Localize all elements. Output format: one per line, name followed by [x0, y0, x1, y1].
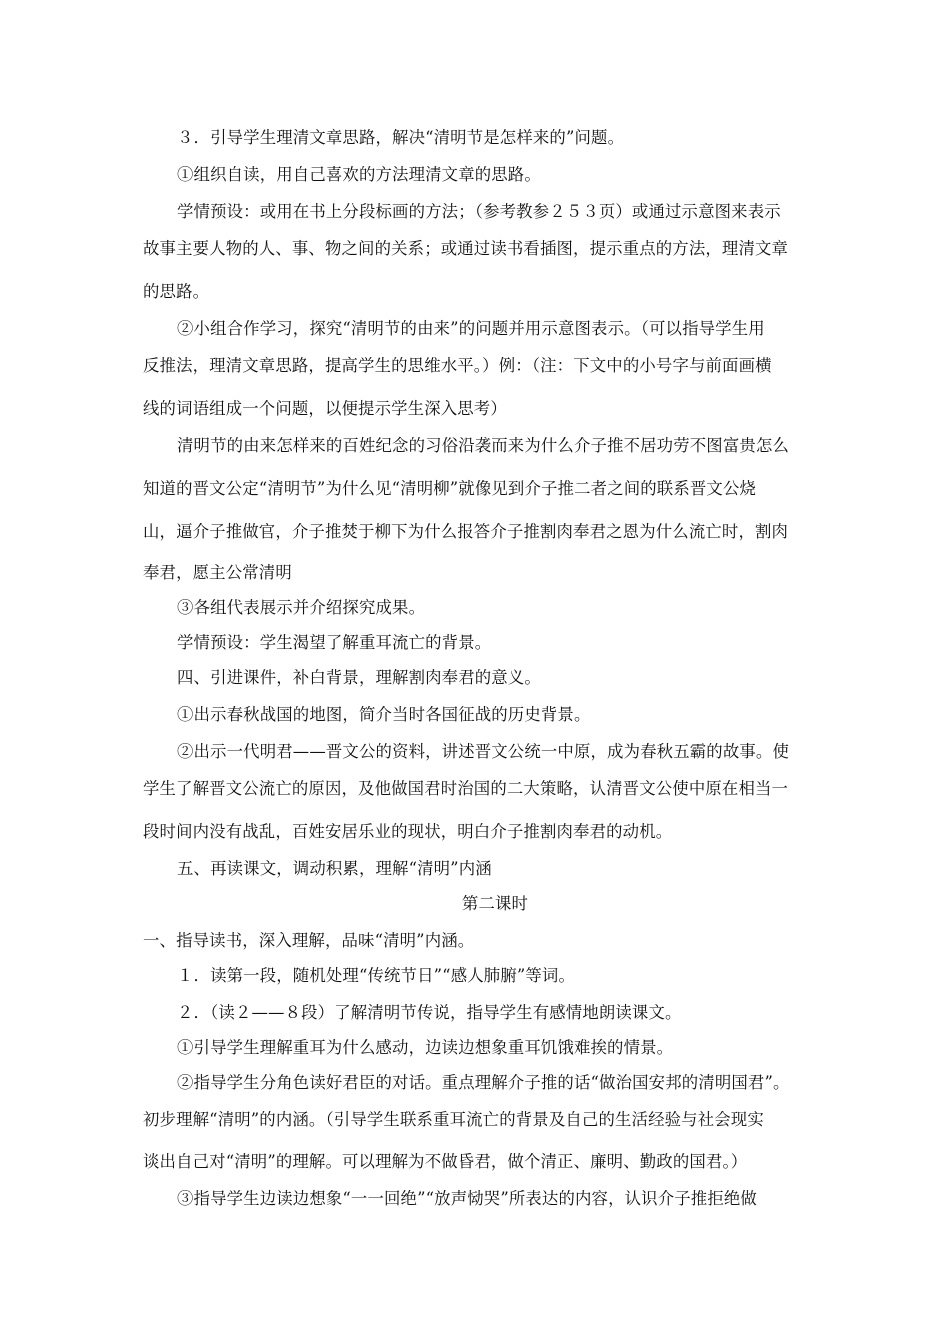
paragraph-line: ②出示一代明君——晋文公的资料，讲述晋文公统一中原，成为春秋五霸的故事。使 [177, 742, 790, 761]
paragraph-line: 线的词语组成一个问题，以便提示学生深入思考） [143, 399, 507, 418]
paragraph-line: ②指导学生分角色读好君臣的对话。重点理解介子推的话“做治国安邦的清明国君”。 [177, 1073, 790, 1092]
paragraph-line: 清明节的由来怎样来的百姓纪念的习俗沿袭而来为什么介子推不居功劳不图富贵怎么 [177, 436, 790, 455]
paragraph-line: ３．引导学生理清文章思路，解决“清明节是怎样来的”问题。 [177, 128, 625, 147]
paragraph-line: 知道的晋文公定“清明节”为什么见“清明柳”就像见到介子推二者之间的联系晋文公烧 [143, 479, 757, 498]
paragraph-line: ③各组代表展示并介绍探究成果。 [177, 598, 426, 617]
paragraph-line: 谈出自己对“清明”的理解。可以理解为不做昏君，做个清正、廉明、勤政的国君。） [143, 1152, 748, 1171]
paragraph-line: 学情预设：学生渴望了解重耳流亡的背景。 [177, 633, 492, 652]
paragraph-line: ②小组合作学习，探究“清明节的由来”的问题并用示意图表示。（可以指导学生用 [177, 319, 765, 338]
paragraph-line: １．读第一段，随机处理“传统节日”“感人肺腑”等词。 [177, 966, 576, 985]
paragraph-line: 段时间内没有战乱，百姓安居乐业的现状，明白介子推割肉奉君的动机。 [143, 822, 673, 841]
paragraph-line: 学生了解晋文公流亡的原因，及他做国君时治国的二大策略，认清晋文公使中原在相当一 [143, 779, 789, 798]
paragraph-line: 学情预设：或用在书上分段标画的方法；（参考教参２５３页）或通过示意图来表示 [177, 202, 781, 221]
section-heading: 一、指导读书，深入理解，品味“清明”内涵。 [143, 931, 475, 950]
paragraph-line: ①出示春秋战国的地图，简介当时各国征战的历史背景。 [177, 705, 591, 724]
paragraph-line: ①组织自读，用自己喜欢的方法理清文章的思路。 [177, 165, 541, 184]
lesson-title: 第二课时 [461, 894, 529, 913]
paragraph-line: 的思路。 [143, 282, 210, 301]
section-heading: 四、引进课件，补白背景，理解割肉奉君的意义。 [177, 668, 541, 687]
paragraph-line: ２．（读２——８段）了解清明节传说，指导学生有感情地朗读课文。 [177, 1003, 682, 1022]
paragraph-line: 反推法，理清文章思路，提高学生的思维水平。）例：（注：下文中的小号字与前面画横 [143, 356, 772, 375]
paragraph-line: 故事主要人物的人、事、物之间的关系；或通过读书看插图，提示重点的方法，理清文章 [143, 239, 789, 258]
paragraph-line: ①引导学生理解重耳为什么感动，边读边想象重耳饥饿难挨的情景。 [177, 1038, 674, 1057]
paragraph-line: 初步理解“清明”的内涵。（引导学生联系重耳流亡的背景及自己的生活经验与社会现实 [143, 1110, 764, 1129]
paragraph-line: 山，逼介子推做官，介子推焚于柳下为什么报答介子推割肉奉君之恩为什么流亡时，割肉 [143, 522, 789, 541]
section-heading: 五、再读课文，调动积累，理解“清明”内涵 [177, 859, 492, 878]
paragraph-line: ③指导学生边读边想象“一一回绝”“放声恸哭”所表达的内容，认识介子推拒绝做 [177, 1189, 757, 1208]
paragraph-line: 奉君，愿主公常清明 [143, 563, 292, 582]
